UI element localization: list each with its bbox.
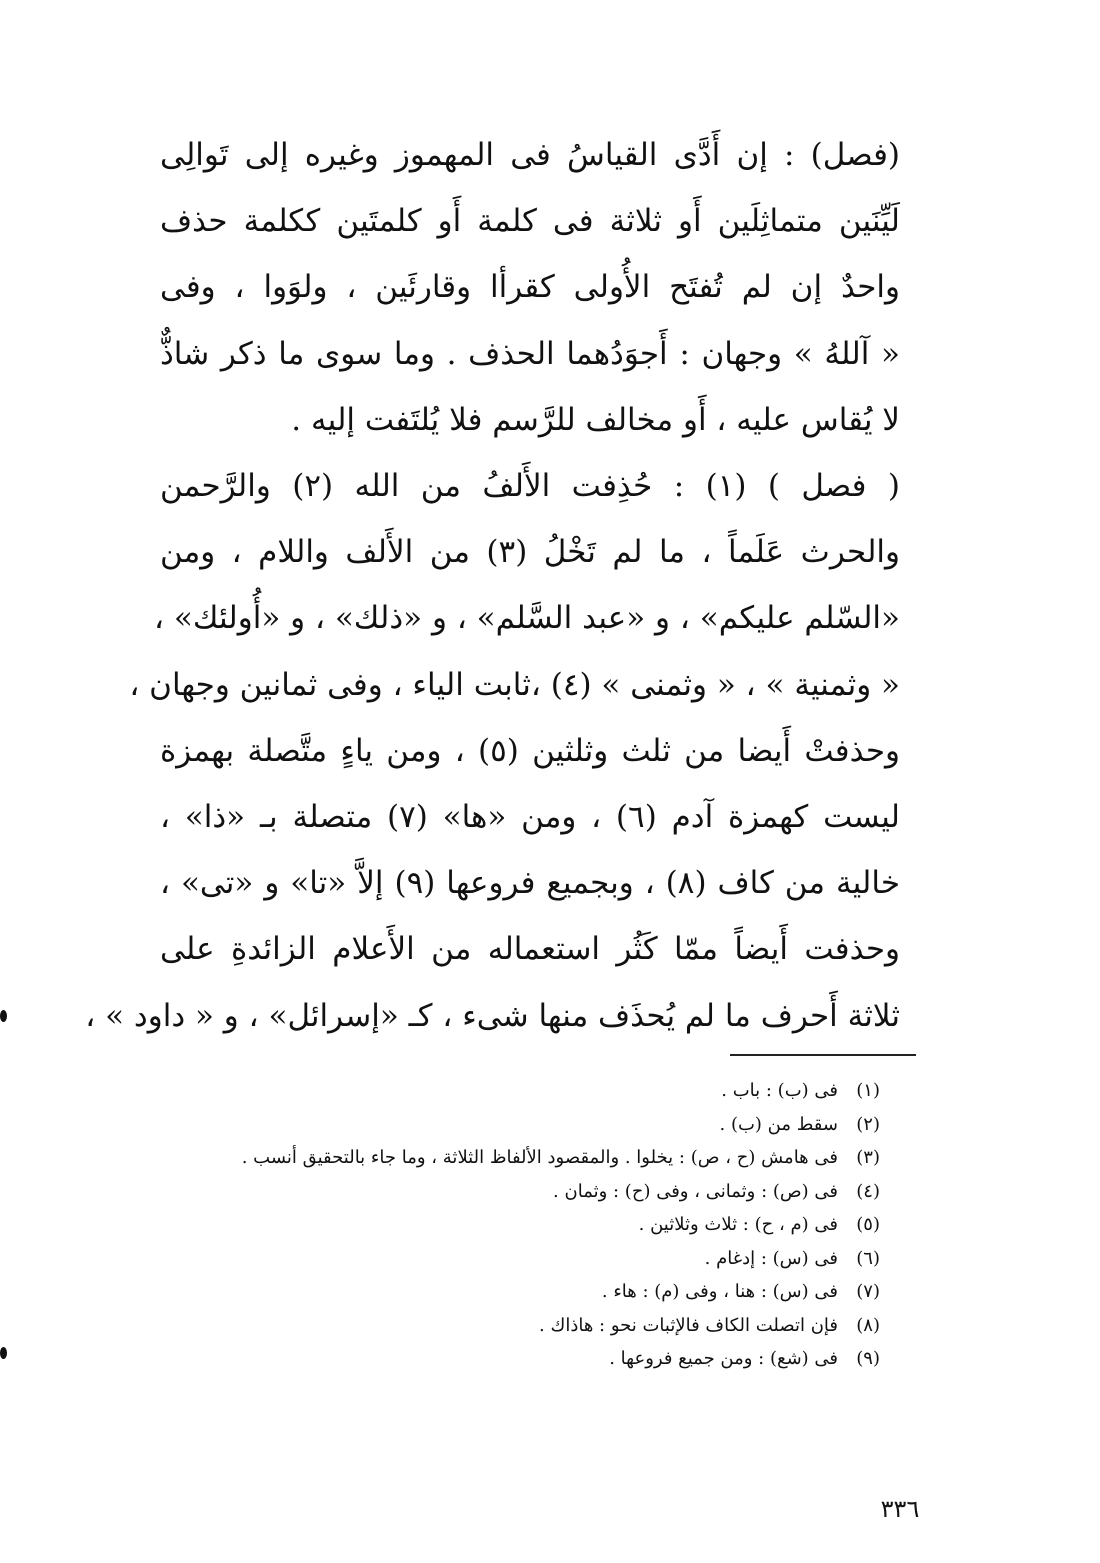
footnote bbox=[140, 1074, 880, 1108]
text-line: واحدٌ إن لم تُفتَح الأُولى كقرأا وقارئَين ، ولوَوا ، وفى bbox=[160, 269, 900, 306]
main-text bbox=[85, 122, 900, 1049]
text-line: والحرث عَلَماً ، ما لم تَخْلُ (٣) من الأَلف واللام ، ومن bbox=[160, 534, 900, 571]
text-line: (فصل) : إن أَدَّى القياسُ فى المهموز وغيره إلى تَوالِى bbox=[160, 137, 900, 173]
text-line: ثلاثة أَحرف ما لم يُحذَف منها شىء ، كـ «إسرائل» ، و « داود » ، bbox=[85, 997, 900, 1034]
page-number: ٣٣٦ bbox=[880, 1495, 920, 1523]
footnotes bbox=[140, 1074, 880, 1376]
footnote bbox=[140, 1242, 880, 1276]
footnote bbox=[140, 1108, 880, 1142]
text-line: لَيِّنَين متماثِلَين أَو ثلاثة فى كلمة أَو كلمتَين ككلمة حذف bbox=[160, 203, 900, 240]
footnote bbox=[140, 1309, 880, 1343]
footnote-text: فى هامش (ح ، ص) : يخلوا . والمقصود الألفاظ الثلاثة ، وما جاء بالتحقيق أنسب . bbox=[241, 1147, 838, 1168]
text-line: وحذفت أَيضاً ممّا كَثُر استعماله من الأَعلام الزائدةِ على bbox=[160, 931, 900, 968]
footnote-text: فإن اتصلت الكاف فالإثبات نحو : هاذاك . bbox=[539, 1314, 838, 1336]
text-line: «السّلم عليكم» ، و «عبد السَّلم» ، و «ذلك» ، و «أُولئك» ، bbox=[154, 600, 900, 637]
footnote-text: فى (ص) : وثمانى ، وفى (ح) : وثمان . bbox=[553, 1180, 838, 1202]
footnote-number: (٧) bbox=[856, 1281, 880, 1302]
text-line: ليست كهمزة آدم (٦) ، ومن «ها» (٧) متصلة بـ «ذا» ، bbox=[160, 799, 900, 836]
footnote bbox=[140, 1342, 880, 1376]
footnote-divider bbox=[730, 1054, 916, 1056]
footnote-number: (٣) bbox=[856, 1147, 880, 1168]
binding-hole-mark bbox=[0, 1010, 7, 1022]
footnote-text: فى (س) : إدغام . bbox=[704, 1247, 838, 1269]
footnote-number: (٢) bbox=[856, 1113, 880, 1135]
text-line: وحذفتْ أَيضا من ثلث وثلثين (٥) ، ومن ياءٍ متَّصلة بهمزة bbox=[160, 732, 900, 769]
footnote bbox=[140, 1208, 880, 1242]
footnote-number: (٦) bbox=[856, 1247, 880, 1269]
footnote-text: فى (س) : هنا ، وفى (م) : هاء . bbox=[601, 1281, 838, 1302]
text-line: خالية من كاف (٨) ، وبجميع فروعها (٩) إلاَّ «تا» و «تى» ، bbox=[160, 865, 900, 902]
text-line: لا يُقاس عليه ، أَو مخالف للرَّسم فلا يُلتَفت إليه . bbox=[291, 401, 900, 438]
footnote-number: (١) bbox=[856, 1080, 880, 1101]
text-line: « وثمنية » ، « وثمنى » (٤) ،ثابت الياء ، وفى ثمانين وجهان ، bbox=[129, 666, 900, 703]
footnote-text: فى (شع) : ومن جميع فروعها . bbox=[609, 1348, 838, 1369]
paragraph-2 bbox=[85, 453, 900, 1049]
binding-hole-mark bbox=[0, 1347, 7, 1359]
text-line: ( فصل ) (١) : حُذِفت الأَلفُ من الله (٢) والرَّحمن bbox=[160, 468, 900, 505]
footnote bbox=[140, 1141, 880, 1175]
paragraph-1 bbox=[160, 122, 900, 453]
footnote-number: (٥) bbox=[856, 1214, 880, 1235]
text-line: « آللهُ » وجهان : أَجوَدُهما الحذف . وما سوى ما ذكر شاذٌّ bbox=[160, 335, 900, 372]
footnote-text: سقط من (ب) . bbox=[719, 1113, 838, 1135]
footnote-text: فى (م ، ح) : ثلاث وثلاثين . bbox=[638, 1214, 838, 1235]
footnote-text: فى (ب) : باب . bbox=[721, 1080, 838, 1101]
footnote bbox=[140, 1275, 880, 1309]
footnote bbox=[140, 1175, 880, 1209]
footnote-number: (٤) bbox=[856, 1180, 880, 1202]
footnote-number: (٨) bbox=[856, 1314, 880, 1336]
footnote-number: (٩) bbox=[856, 1348, 880, 1369]
